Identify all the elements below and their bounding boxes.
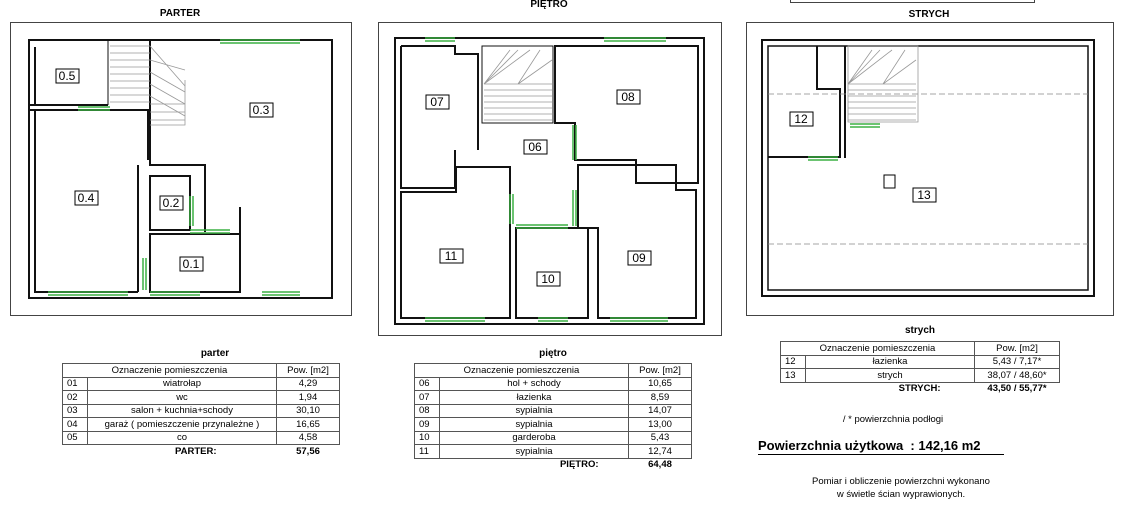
room-label-0-4: 0.4 [77, 191, 95, 205]
total-usable-area [758, 438, 1018, 455]
table-row: 01 wiatrołap 4,29 [63, 377, 340, 391]
table-row: 06 hol + schody 10,65 [415, 377, 692, 391]
table-header-area: Pow. [m2] [975, 342, 1060, 356]
measure-note-line1: Pomiar i obliczenie powierzchni wykonano [812, 476, 990, 487]
table-row: 11 sypialnia 12,74 [415, 445, 692, 459]
table-sum-row: STRYCH: 43,50 / 55,77* [898, 383, 1047, 395]
chimney-icon [884, 175, 895, 188]
room-label-08: 08 [621, 90, 635, 104]
room-label-07: 07 [430, 95, 444, 109]
strych-roof-lines [768, 94, 1088, 244]
room-label-0-1: 0.1 [182, 257, 200, 271]
room-label-0-2: 0.2 [162, 196, 180, 210]
parter-table-caption: parter [200, 348, 230, 359]
table-row: 04 garaż ( pomieszczenie przynależne ) 16,65 [63, 418, 340, 432]
table-sum-row: PARTER: 57,56 [174, 445, 320, 457]
pietro-plan-title: PIĘTRO [530, 0, 568, 10]
strych-stairs [848, 46, 918, 122]
table-header-area: Pow. [m2] [277, 364, 340, 378]
table-header-name: Oznaczenie pomieszczenia [415, 364, 629, 378]
total-underline [758, 454, 1004, 455]
room-label-12: 12 [794, 112, 808, 126]
measure-note-line2: w świetle ścian wyprawionych. [836, 489, 966, 500]
room-label-0-3: 0.3 [252, 103, 270, 117]
strych-plan-title: STRYCH [908, 9, 950, 20]
room-label-09: 09 [632, 251, 646, 265]
pietro-table-caption: piętro [539, 348, 567, 359]
table-row: 02 wc 1,94 [63, 391, 340, 405]
room-label-13: 13 [917, 188, 931, 202]
table-row: 07 łazienka 8,59 [415, 391, 692, 405]
floor-area-footnote: / * powierzchnia podłogi [842, 414, 944, 425]
table-row: 05 co 4,58 [63, 431, 340, 445]
room-label-11: 11 [444, 249, 458, 263]
room-label-0-5: 0.5 [58, 69, 76, 83]
pietro-area-table [414, 363, 692, 471]
table-row: 03 salon + kuchnia+schody 30,10 [63, 404, 340, 418]
room-label-10: 10 [541, 272, 555, 286]
table-row: 12 łazienka 5,43 / 7,17* [781, 355, 1060, 369]
table-row: 13 strych 38,07 / 48,60* [781, 369, 1060, 383]
table-row: 08 sypialnia 14,07 [415, 404, 692, 418]
table-row: 09 sypialnia 13,00 [415, 418, 692, 432]
table-header-name: Oznaczenie pomieszczenia [63, 364, 277, 378]
table-sum-row: PIĘTRO: 64,48 [559, 459, 672, 471]
table-row: 10 garderoba 5,43 [415, 431, 692, 445]
total-usable-area-text: Powierzchnia użytkowa : 142,16 m2 [758, 438, 981, 453]
table-header-name: Oznaczenie pomieszczenia [781, 342, 975, 356]
parter-area-table [62, 363, 340, 458]
strych-table-caption: strych [904, 325, 935, 336]
strych-outer-wall [762, 40, 1094, 296]
parter-plan-title: PARTER [159, 8, 201, 19]
table-header-area: Pow. [m2] [629, 364, 692, 378]
strych-area-table [780, 341, 1060, 395]
room-label-06: 06 [528, 140, 542, 154]
